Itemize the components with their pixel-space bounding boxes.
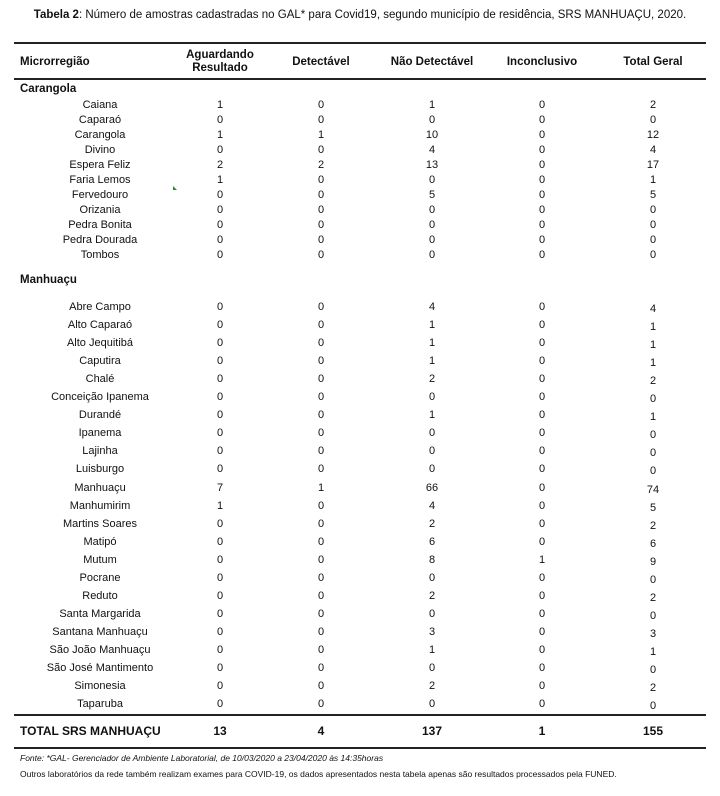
value-cell: 0 (317, 319, 325, 332)
value-cell: 1 (649, 174, 657, 186)
value-cell: 3 (428, 625, 436, 638)
value-cell: 4 (428, 301, 436, 313)
value-cell: 2 (317, 159, 325, 171)
value-cell: 0 (538, 445, 546, 458)
value-cell: 0 (216, 625, 224, 638)
value-cell: 0 (538, 625, 546, 638)
value-cell: 0 (317, 643, 325, 656)
value-cell: 2 (649, 591, 657, 604)
total-inconclusive: 1 (538, 724, 546, 738)
value-cell: 0 (216, 680, 224, 693)
header-inconclusive: Inconclusivo (506, 56, 578, 68)
municipality-name: Santa Margarida (59, 607, 141, 620)
value-cell: 0 (216, 571, 224, 584)
value-cell: 0 (649, 429, 657, 442)
value-cell: 0 (216, 535, 224, 548)
value-cell: 0 (538, 517, 546, 530)
value-cell: 0 (317, 662, 325, 674)
value-cell: 0 (538, 144, 546, 156)
table-label: Tabela 2 (33, 9, 79, 21)
value-cell: 12 (646, 129, 660, 141)
value-cell: 0 (428, 114, 436, 126)
value-cell: 13 (425, 159, 439, 171)
value-cell: 0 (317, 219, 325, 231)
municipality-name: Orizania (79, 204, 121, 216)
value-cell: 2 (428, 680, 436, 693)
municipality-name: Conceição Ipanema (51, 391, 149, 404)
value-cell: 0 (216, 463, 224, 476)
value-cell: 0 (317, 625, 325, 638)
value-cell: 0 (538, 571, 546, 584)
total-detectable: 4 (317, 724, 325, 738)
value-cell: 1 (428, 319, 436, 332)
value-cell: 0 (649, 249, 657, 261)
value-cell: 0 (317, 535, 325, 548)
value-cell: 0 (317, 409, 325, 422)
value-cell: 0 (538, 680, 546, 693)
value-cell: 1 (317, 129, 325, 141)
value-cell: 0 (649, 393, 657, 406)
value-cell: 0 (317, 607, 325, 620)
value-cell: 0 (317, 204, 325, 216)
value-cell: 0 (216, 301, 224, 313)
value-cell: 0 (538, 698, 546, 711)
value-cell: 1 (216, 499, 224, 512)
value-cell: 0 (428, 445, 436, 458)
value-cell: 0 (317, 301, 325, 313)
group-header: Carangola (20, 83, 77, 95)
value-cell: 9 (649, 555, 657, 568)
value-cell: 0 (216, 607, 224, 620)
value-cell: 0 (216, 355, 224, 368)
value-cell: 0 (538, 159, 546, 171)
value-cell: 0 (216, 553, 224, 566)
municipality-name: Martins Soares (63, 517, 137, 530)
value-cell: 0 (317, 99, 325, 111)
value-cell: 0 (317, 517, 325, 530)
value-cell: 0 (317, 571, 325, 584)
value-cell: 1 (538, 553, 546, 566)
value-cell: 1 (428, 337, 436, 350)
value-cell: 0 (538, 499, 546, 512)
value-cell: 1 (649, 357, 657, 370)
municipality-name: Reduto (82, 589, 118, 602)
value-cell: 0 (216, 517, 224, 530)
table-caption: : Número de amostras cadastradas no GAL* para Covid19, segundo município de residência, SRS MANHUAÇU, 2020. (78, 9, 687, 21)
municipality-name: Alto Jequitibá (66, 337, 134, 350)
value-cell: 1 (216, 99, 224, 111)
total-waiting: 13 (213, 724, 227, 738)
value-cell: 1 (428, 409, 436, 422)
municipality-name: Manhumirim (69, 499, 131, 512)
value-cell: 0 (538, 391, 546, 404)
value-cell: 0 (428, 607, 436, 620)
value-cell: 0 (538, 234, 546, 246)
value-cell: 0 (538, 463, 546, 476)
value-cell: 0 (538, 174, 546, 186)
value-cell: 0 (317, 463, 325, 476)
value-cell: 0 (538, 319, 546, 332)
value-cell: 1 (216, 174, 224, 186)
value-cell: 0 (317, 234, 325, 246)
value-cell: 0 (538, 99, 546, 111)
value-cell: 0 (649, 447, 657, 460)
value-cell: 1 (428, 643, 436, 656)
header-waiting-line2: Resultado (192, 62, 248, 74)
municipality-name: Faria Lemos (69, 174, 131, 186)
value-cell: 0 (317, 174, 325, 186)
value-cell: 17 (646, 159, 660, 171)
value-cell: 0 (216, 337, 224, 350)
value-cell: 0 (428, 249, 436, 261)
municipality-name: Espera Feliz (69, 159, 131, 171)
header-detectable: Detectável (292, 56, 350, 68)
value-cell: 7 (216, 481, 224, 494)
value-cell: 4 (428, 499, 436, 512)
value-cell: 0 (216, 319, 224, 332)
value-cell: 1 (216, 129, 224, 141)
municipality-name: São José Mantimento (46, 662, 154, 674)
municipality-name: Pocrane (79, 571, 121, 584)
value-cell: 0 (216, 234, 224, 246)
municipality-name: São João Manhuaçu (49, 643, 151, 656)
value-cell: 0 (538, 481, 546, 494)
value-cell: 0 (216, 589, 224, 602)
value-cell: 0 (216, 219, 224, 231)
value-cell: 0 (317, 391, 325, 404)
value-cell: 0 (317, 589, 325, 602)
value-cell: 2 (428, 373, 436, 386)
value-cell: 1 (317, 481, 325, 494)
header-microregion: Microrregião (20, 56, 90, 68)
bottom-rule (14, 747, 706, 749)
value-cell: 0 (317, 189, 325, 201)
value-cell: 6 (428, 535, 436, 548)
value-cell: 0 (216, 662, 224, 674)
value-cell: 6 (649, 537, 657, 550)
municipality-name: Abre Campo (69, 301, 131, 313)
municipality-name: Santana Manhuaçu (52, 625, 148, 638)
value-cell: 0 (317, 249, 325, 261)
table-title (0, 9, 720, 21)
municipality-name: Manhuaçu (74, 481, 126, 494)
value-cell: 2 (428, 589, 436, 602)
municipality-name: Alto Caparaó (67, 319, 133, 332)
value-cell: 66 (425, 481, 439, 494)
municipality-name: Caiana (82, 99, 118, 111)
value-cell: 0 (538, 249, 546, 261)
total-not-detectable: 137 (421, 724, 443, 738)
value-cell: 0 (216, 249, 224, 261)
value-cell: 5 (649, 501, 657, 514)
total-label: TOTAL SRS MANHUAÇU (20, 724, 161, 738)
value-cell: 0 (649, 609, 657, 622)
value-cell: 0 (428, 427, 436, 440)
value-cell: 10 (425, 129, 439, 141)
value-cell: 2 (649, 519, 657, 532)
value-cell: 0 (216, 144, 224, 156)
municipality-name: Chalé (85, 373, 115, 386)
value-cell: 0 (428, 219, 436, 231)
top-rule (14, 42, 706, 44)
value-cell: 0 (216, 409, 224, 422)
municipality-name: Pedra Dourada (62, 234, 138, 246)
municipality-name: Caparaó (78, 114, 122, 126)
value-cell: 4 (649, 144, 657, 156)
value-cell: 2 (649, 682, 657, 695)
value-cell: 0 (317, 337, 325, 350)
municipality-name: Pedra Bonita (68, 219, 132, 231)
total-top-rule (14, 714, 706, 716)
value-cell: 0 (538, 219, 546, 231)
value-cell: 0 (538, 662, 546, 674)
value-cell: 0 (428, 698, 436, 711)
value-cell: 0 (649, 219, 657, 231)
value-cell: 0 (428, 204, 436, 216)
value-cell: 0 (428, 662, 436, 674)
value-cell: 0 (538, 607, 546, 620)
value-cell: 1 (649, 411, 657, 424)
value-cell: 5 (649, 189, 657, 201)
value-cell: 0 (538, 204, 546, 216)
value-cell: 0 (317, 553, 325, 566)
municipality-name: Fervedouro (71, 189, 129, 201)
value-cell: 0 (538, 189, 546, 201)
value-cell: 3 (649, 627, 657, 640)
municipality-name: Simonesia (74, 680, 126, 693)
value-cell: 0 (538, 589, 546, 602)
value-cell: 0 (538, 427, 546, 440)
green-cell-marker (173, 186, 177, 190)
municipality-name: Mutum (83, 553, 117, 566)
value-cell: 0 (317, 427, 325, 440)
value-cell: 0 (538, 535, 546, 548)
value-cell: 0 (538, 301, 546, 313)
value-cell: 74 (646, 483, 660, 496)
value-cell: 0 (216, 427, 224, 440)
value-cell: 0 (428, 463, 436, 476)
value-cell: 0 (649, 114, 657, 126)
value-cell: 0 (317, 114, 325, 126)
value-cell: 8 (428, 553, 436, 566)
value-cell: 0 (538, 409, 546, 422)
header-not-detectable: Não Detectável (390, 56, 474, 68)
municipality-name: Durandé (78, 409, 122, 422)
value-cell: 5 (428, 189, 436, 201)
municipality-name: Lajinha (82, 445, 118, 458)
value-cell: 0 (649, 465, 657, 478)
value-cell: 0 (649, 700, 657, 713)
value-cell: 1 (428, 99, 436, 111)
municipality-name: Caputira (79, 355, 121, 368)
value-cell: 0 (216, 391, 224, 404)
header-waiting-line1: Aguardando (186, 49, 254, 61)
value-cell: 0 (538, 129, 546, 141)
value-cell: 0 (538, 114, 546, 126)
value-cell: 0 (216, 373, 224, 386)
value-cell: 0 (538, 373, 546, 386)
header-waiting (170, 49, 270, 75)
value-cell: 4 (428, 144, 436, 156)
value-cell: 0 (649, 573, 657, 586)
value-cell: 1 (649, 645, 657, 658)
value-cell: 0 (216, 643, 224, 656)
footnote-source: Fonte: *GAL- Gerenciador de Ambiente Laboratorial, de 10/03/2020 a 23/04/2020 às 14:35horas (20, 753, 384, 763)
value-cell: 4 (649, 303, 657, 315)
value-cell: 2 (428, 517, 436, 530)
municipality-name: Tombos (80, 249, 120, 261)
total-grand: 155 (642, 724, 664, 738)
value-cell: 0 (216, 445, 224, 458)
municipality-name: Divino (84, 144, 116, 156)
value-cell: 0 (317, 373, 325, 386)
value-cell: 0 (538, 643, 546, 656)
value-cell: 0 (216, 204, 224, 216)
value-cell: 0 (649, 234, 657, 246)
value-cell: 0 (317, 499, 325, 512)
value-cell: 0 (428, 234, 436, 246)
municipality-name: Carangola (74, 129, 126, 141)
value-cell: 1 (649, 321, 657, 334)
value-cell: 1 (428, 355, 436, 368)
header-rule (14, 78, 706, 80)
value-cell: 0 (649, 204, 657, 216)
value-cell: 1 (649, 339, 657, 352)
value-cell: 0 (317, 355, 325, 368)
value-cell: 0 (317, 144, 325, 156)
value-cell: 0 (317, 680, 325, 693)
municipality-name: Luisburgo (75, 463, 125, 476)
value-cell: 0 (428, 391, 436, 404)
value-cell: 0 (216, 189, 224, 201)
value-cell: 0 (538, 337, 546, 350)
footnote-note: Outros laboratórios da rede também realizam exames para COVID-19, os dados apresentados nesta tabela apenas são resultados processados pela FUNED. (20, 769, 617, 779)
value-cell: 0 (649, 664, 657, 676)
municipality-name: Taparuba (77, 698, 123, 711)
value-cell: 0 (216, 114, 224, 126)
value-cell: 0 (317, 445, 325, 458)
value-cell: 2 (649, 375, 657, 388)
value-cell: 2 (216, 159, 224, 171)
group-header: Manhuaçu (20, 274, 77, 286)
header-total: Total Geral (623, 56, 683, 68)
value-cell: 0 (216, 698, 224, 711)
value-cell: 0 (538, 355, 546, 368)
value-cell: 0 (428, 174, 436, 186)
value-cell: 2 (649, 99, 657, 111)
municipality-name: Matipó (83, 535, 117, 548)
value-cell: 0 (317, 698, 325, 711)
municipality-name: Ipanema (78, 427, 122, 440)
value-cell: 0 (428, 571, 436, 584)
